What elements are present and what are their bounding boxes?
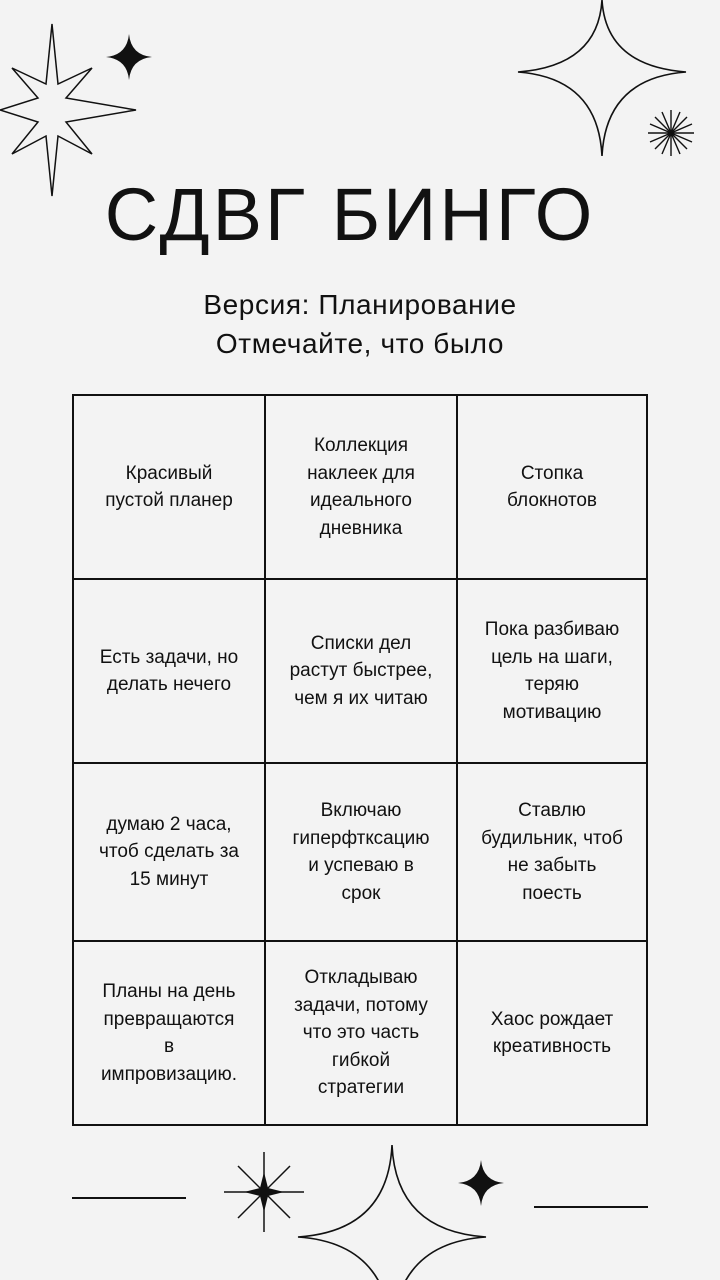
page-title: СДВГ БИНГО [104,173,596,256]
bingo-cell[interactable]: думаю 2 часа, чтоб сделать за 15 минут [74,764,266,942]
bingo-cell[interactable]: Пока разбиваю цель на шаги, теряю мотивацию [458,580,646,764]
bingo-cell[interactable]: Коллекция наклеек для идеального дневника [266,396,458,580]
bingo-cell[interactable]: Откладываю задачи, потому что это часть гибкой стратегии [266,942,458,1124]
bingo-cell[interactable]: Списки дел растут быстрее, чем я их читаю [266,580,458,764]
bingo-cell[interactable]: Планы на день превращаются в импровизацию. [74,942,266,1124]
star-burst-icon [224,1152,304,1232]
sparkle-icon [106,34,152,80]
instruction-text: Отмечайте, что было [215,328,505,359]
bingo-grid [72,394,648,1126]
version-subtitle: Версия: Планирование [203,289,517,320]
bingo-cell[interactable]: Есть задачи, но делать нечего [74,580,266,764]
bingo-cell[interactable]: Ставлю будильник, чтоб не забыть поесть [458,764,646,942]
sparkle-icon [458,1160,504,1206]
bingo-cell[interactable]: Включаю гиперфткcацию и успеваю в срок [266,764,458,942]
bingo-cell[interactable]: Хаос рождает креативность [490,1008,614,1057]
bingo-cell[interactable]: Красивый пустой планер [74,396,266,580]
divider-line [534,1206,648,1208]
bingo-cell[interactable]: Стопка блокнотов [458,396,646,580]
star-burst-icon [648,110,694,156]
divider-line [72,1197,186,1199]
